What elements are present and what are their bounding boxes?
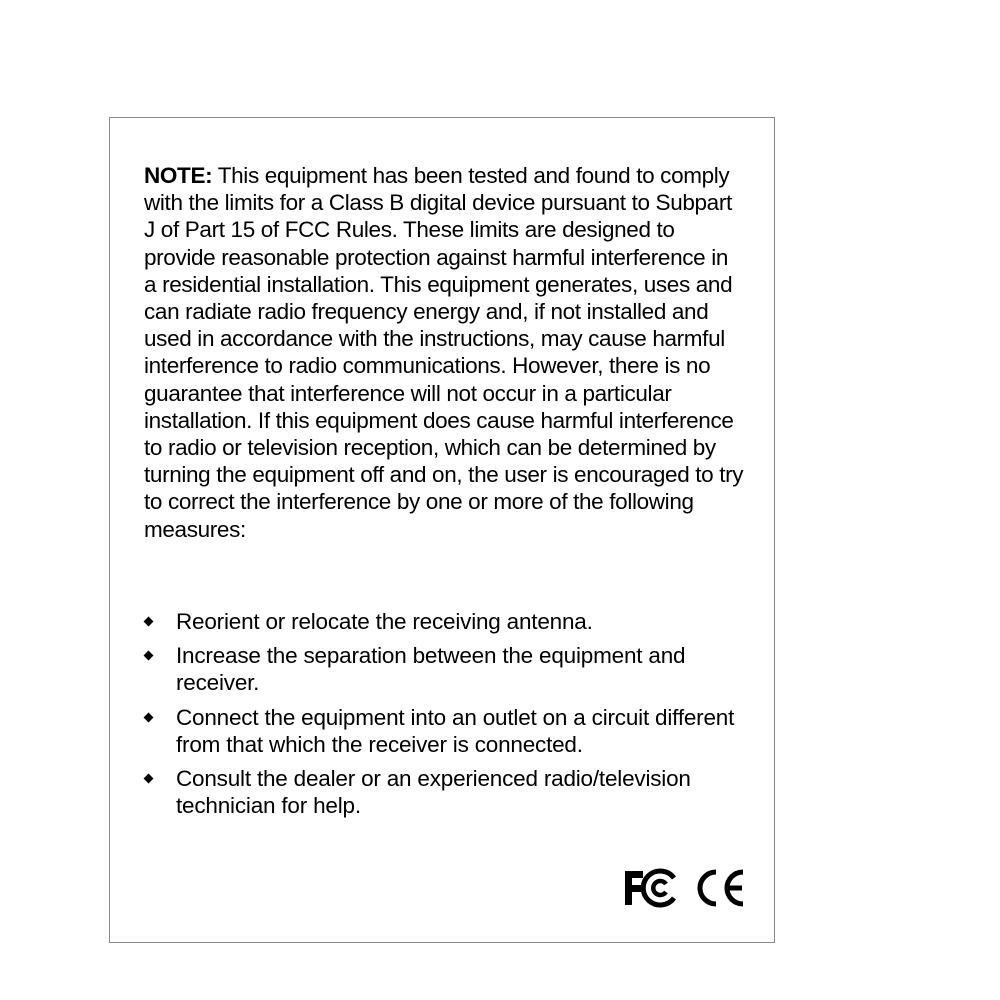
list-item bbox=[144, 642, 764, 696]
measure-text: Connect the equipment into an outlet on a circuit different from that which the receiver is connected. bbox=[176, 704, 735, 757]
measure-text: Reorient or relocate the receiving antenna. bbox=[176, 609, 593, 634]
bullet-icon bbox=[144, 617, 154, 627]
bullet-icon bbox=[144, 651, 154, 661]
note-text: This equipment has been tested and found to comply with the limits for a Class B digital device pursuant to Subpart J of Part 15 of FCC Rules. These limits are designed to provide reasonable protection against harmful interference in a residential installation. This equipment generates, uses and can radiate radio frequency energy and, if not installed and used in accordance with the instructions, may cause harmful interference to radio communications. However, there is no guarantee that interference will not occur in a particular installation. If this equipment does cause harmful interference to radio or television reception, which can be determined by turning the equipment off and on, the user is encouraged to try to correct the interference by one or more of the following measures: bbox=[144, 163, 744, 542]
measures-list bbox=[144, 608, 764, 826]
bullet-icon bbox=[144, 774, 154, 784]
bullet-icon bbox=[144, 712, 154, 722]
fcc-logo-icon bbox=[622, 868, 678, 908]
ce-logo-icon bbox=[692, 868, 746, 908]
list-item bbox=[144, 765, 764, 819]
list-item bbox=[144, 608, 764, 635]
note-paragraph bbox=[144, 162, 744, 543]
certification-marks bbox=[622, 868, 746, 908]
measure-text: Consult the dealer or an experienced radio/television technician for help. bbox=[176, 766, 691, 819]
note-label: NOTE: bbox=[144, 163, 213, 188]
fcc-notice-box bbox=[109, 117, 775, 943]
measure-text: Increase the separation between the equipment and receiver. bbox=[176, 643, 686, 696]
list-item bbox=[144, 704, 764, 758]
